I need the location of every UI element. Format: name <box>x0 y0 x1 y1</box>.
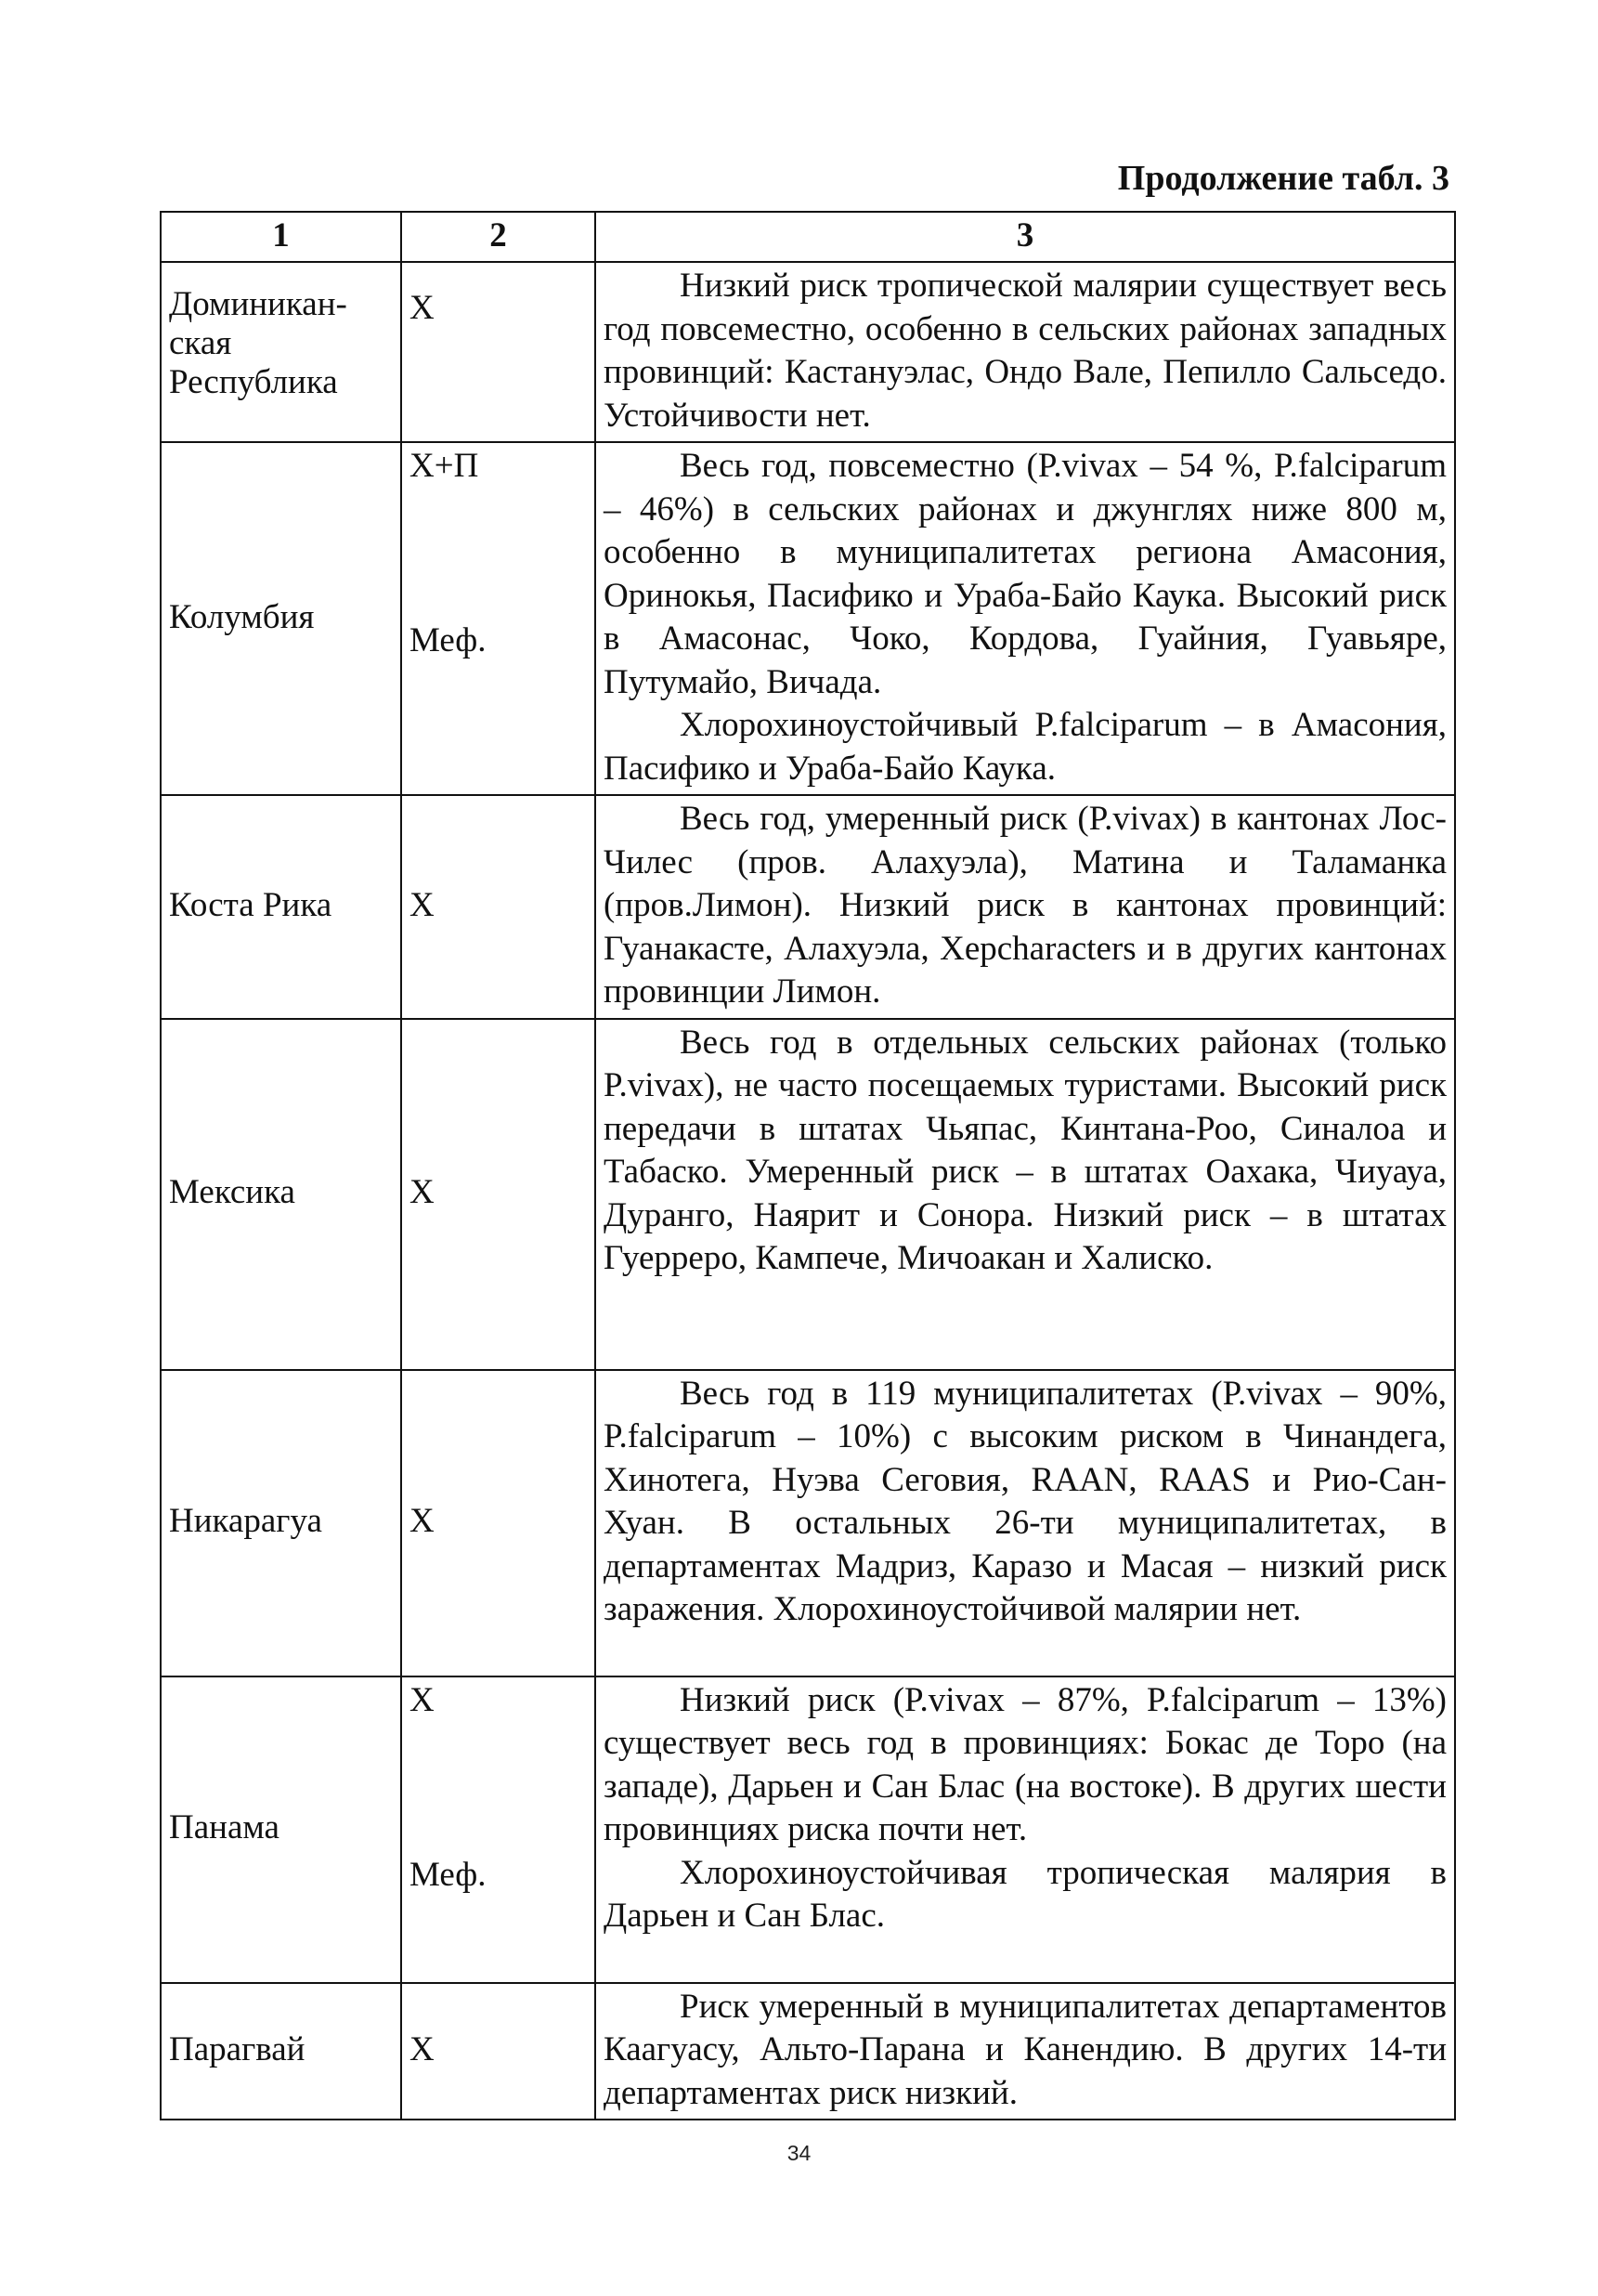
malaria-risk-table <box>160 211 1456 2120</box>
country-cell <box>161 1370 401 1676</box>
code-cell <box>401 1370 595 1676</box>
code-cell <box>401 442 595 795</box>
table-row <box>161 1983 1455 2120</box>
description-paragraph: Риск умеренный в муниципалитетах департаментов Каагуасу, Альто-Парана и Канендию. В других 14-ти департаментах риск низкий. <box>604 1987 1447 2112</box>
code-cell <box>401 795 595 1019</box>
header-col-3: 3 <box>595 212 1455 262</box>
description-paragraph: Весь год, повсеместно (P.vivax – 54 %, P.falciparum – 46%) в сельских районах и джунглях ниже 800 м, особенно в муниципалитетах региона Амасония, Оринокья, Пасифико и Ураба-Байо Каука. Высокий риск в Амасонас, Чоко, Кордова, Гуайния, Гуавьяре, Путумайо, Вичада. <box>604 447 1447 701</box>
country-cell <box>161 795 401 1019</box>
description-paragraph: Низкий риск тропической малярии существует весь год повсеместно, особенно в сельских районах западных провинций: Кастануэлас, Ондо Вале, Пепилло Сальседо. Устойчивости нет. <box>604 267 1447 435</box>
description-cell <box>595 1019 1455 1370</box>
page-number: 34 <box>786 2141 812 2165</box>
table-row <box>161 442 1455 795</box>
description-paragraph: Хлорохиноустойчивая тропическая малярия в Дарьен и Сан Блас. <box>604 1853 1447 1935</box>
prophylaxis-code-alt: Меф. <box>409 1855 487 1894</box>
table-row <box>161 1676 1455 1983</box>
table-row <box>161 1370 1455 1676</box>
prophylaxis-code: Х <box>409 1680 435 1719</box>
prophylaxis-code: Х <box>409 1502 435 1541</box>
description-cell <box>595 1676 1455 1983</box>
table-row <box>161 1019 1455 1370</box>
description-paragraph: Весь год в отдельных сельских районах (только P.vivax), не часто посещаемых туристами. Высокий риск передачи в штатах Чьяпас, Кинтана-Роо, Синалоа и Табаско. Умеренный риск – в штатах Оахака, Чиуауа, Дуранго, Наярит и Сонора. Низкий риск – в штатах Гуерреро, Кампече, Мичоакан и Халиско. <box>604 1023 1447 1277</box>
table-row <box>161 262 1455 442</box>
country-name: Доминикан-ская Республика <box>169 285 347 401</box>
country-cell <box>161 1676 401 1983</box>
description-cell <box>595 1983 1455 2120</box>
description-paragraph: Весь год в 119 муниципалитетах (P.vivax – 90%, P.falciparum – 10%) с высоким риском в Чинандега, Хинотега, Нуэва Сеговия, RAAN, RAAS и Рио-Сан-Хуан. В остальных 26-ти муниципалитетах, в департаментах Мадриз, Каразо и Масая – низкий риск заражения. Хлорохиноустойчивой малярии нет. <box>604 1374 1447 1628</box>
description-paragraph: Весь год, умеренный риск (P.vivax) в кантонах Лос-Чилес (пров. Алахуэла), Матина и Таламанка (пров.Лимон). Низкий риск в кантонах провинций: Гуанакасте, Алахуэла, Херcharacters и в других кантонах провинции Лимон. <box>604 800 1447 1011</box>
country-name: Панама <box>169 1808 279 1847</box>
prophylaxis-code: Х <box>409 289 435 327</box>
header-col-2: 2 <box>401 212 595 262</box>
country-cell <box>161 1019 401 1370</box>
header-col-1: 1 <box>161 212 401 262</box>
country-name: Мексика <box>169 1173 295 1212</box>
description-paragraph: Хлорохиноустойчивый P.falciparum – в Амасония, Пасифико и Ураба-Байо Каука. <box>604 706 1447 788</box>
table-caption: Продолжение табл. 3 <box>1117 159 1449 198</box>
prophylaxis-code: Х <box>409 2030 435 2068</box>
country-name: Коста Рика <box>169 886 332 924</box>
header-row <box>161 212 1455 262</box>
description-cell <box>595 442 1455 795</box>
description-paragraph: Низкий риск (P.vivax – 87%, P.falciparum – 13%) существует весь год в провинциях: Бокас де Торо (на западе), Дарьен и Сан Блас (на востоке). В других шести провинциях риска почти нет. <box>604 1680 1447 1848</box>
description-cell <box>595 262 1455 442</box>
code-cell <box>401 1019 595 1370</box>
country-cell <box>161 262 401 442</box>
code-cell <box>401 1983 595 2120</box>
country-cell <box>161 1983 401 2120</box>
prophylaxis-code-alt: Меф. <box>409 621 487 659</box>
prophylaxis-code: Х+П <box>409 447 479 485</box>
country-name: Колумбия <box>169 597 315 636</box>
country-cell <box>161 442 401 795</box>
country-name: Никарагуа <box>169 1502 322 1541</box>
description-cell <box>595 795 1455 1019</box>
table-row <box>161 795 1455 1019</box>
code-cell <box>401 1676 595 1983</box>
prophylaxis-code: Х <box>409 1173 435 1212</box>
country-name: Парагвай <box>169 2030 305 2068</box>
code-cell <box>401 262 595 442</box>
description-cell <box>595 1370 1455 1676</box>
prophylaxis-code: Х <box>409 886 435 924</box>
